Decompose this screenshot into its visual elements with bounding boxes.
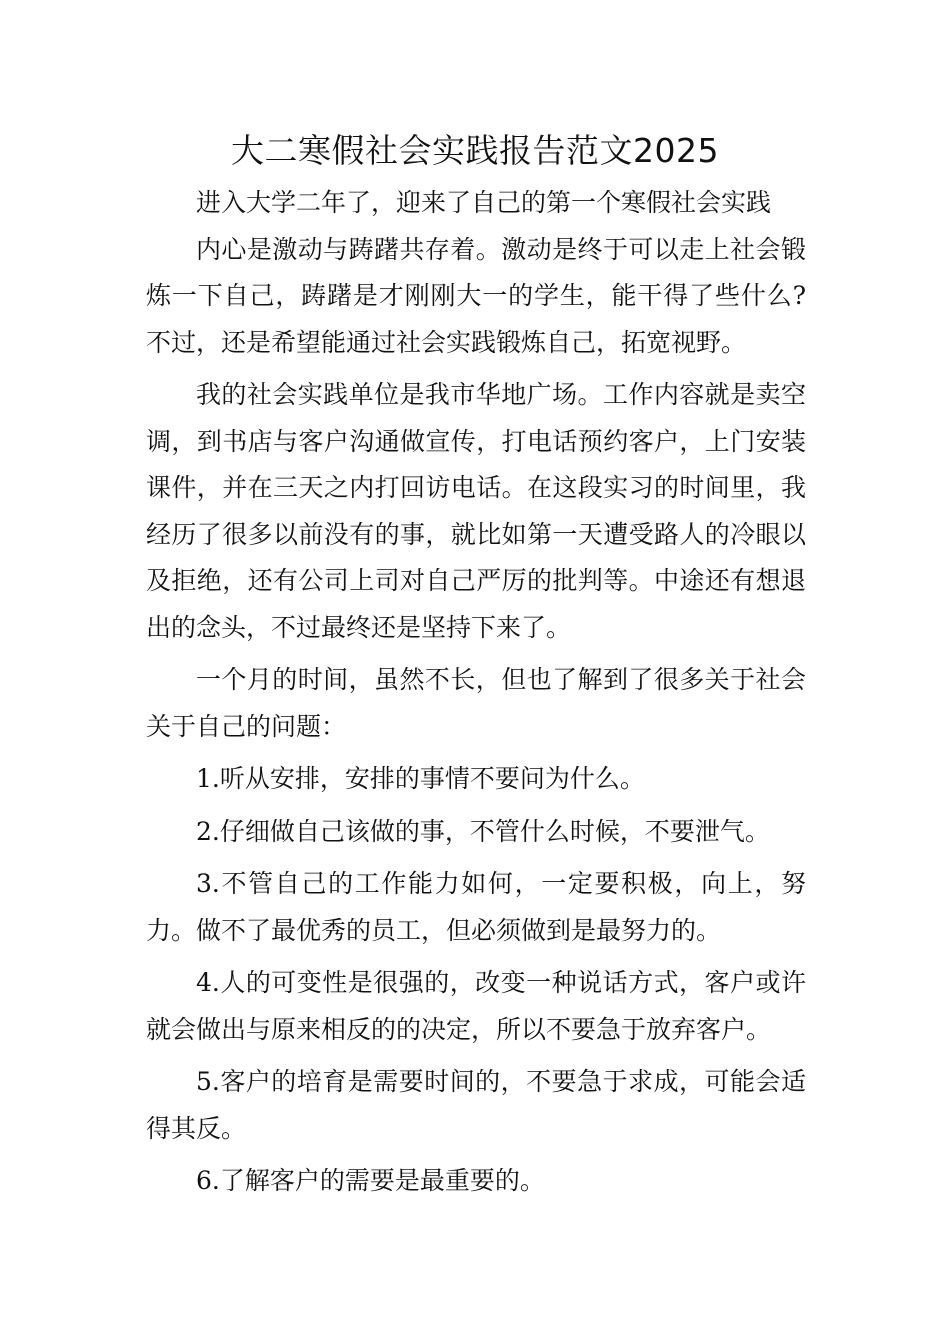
list-item-4: 4.人的可变性是很强的，改变一种说话方式，客户或许就会做出与原来相反的的决定，所以不要急于放弃客户。 (146, 968, 806, 1044)
list-item-3: 3.不管自己的工作能力如何，一定要积极，向上，努力。做不了最优秀的员工，但必须做到是最努力的。 (146, 869, 806, 945)
list-item-2: 2.仔细做自己该做的事，不管什么时候，不要泄气。 (196, 816, 770, 846)
list-item-5: 5.客户的培育是需要时间的，不要急于求成，可能会适得其反。 (146, 1067, 806, 1143)
paragraph-3: 我的社会实践单位是我市华地广场。工作内容就是卖空调，到书店与客户沟通做宣传，打电话预约客户，上门安装课件，并在三天之内打回访电话。在这段实习的时间里，我经历了很多以前没有的事，就比如第一天遭受路人的冷眼以及拒绝，还有公司上司对自己严厉的批判等。中途还有想退出的念头，不过最终还是坚持下来了。 (146, 380, 806, 642)
paragraph-4: 一个月的时间，虽然不长，但也了解到了很多关于社会关于自己的问题： (146, 665, 806, 741)
document-title: 大二寒假社会实践报告范文2025 (231, 131, 719, 170)
paragraph-1: 进入大学二年了，迎来了自己的第一个寒假社会实践 (196, 188, 772, 217)
list-item-1: 1.听从安排，安排的事情不要问为什么。 (196, 764, 645, 793)
list-item-6: 6.了解客户的需要是最重要的。 (196, 1166, 545, 1195)
paragraph-2: 内心是激动与踌躇共存着。激动是终于可以走上社会锻炼一下自己，踌躇是才刚刚大一的学生，能干得了些什么?不过，还是希望能通过社会实践锻炼自己，拓宽视野。 (146, 234, 806, 357)
document-body (146, 180, 806, 1211)
